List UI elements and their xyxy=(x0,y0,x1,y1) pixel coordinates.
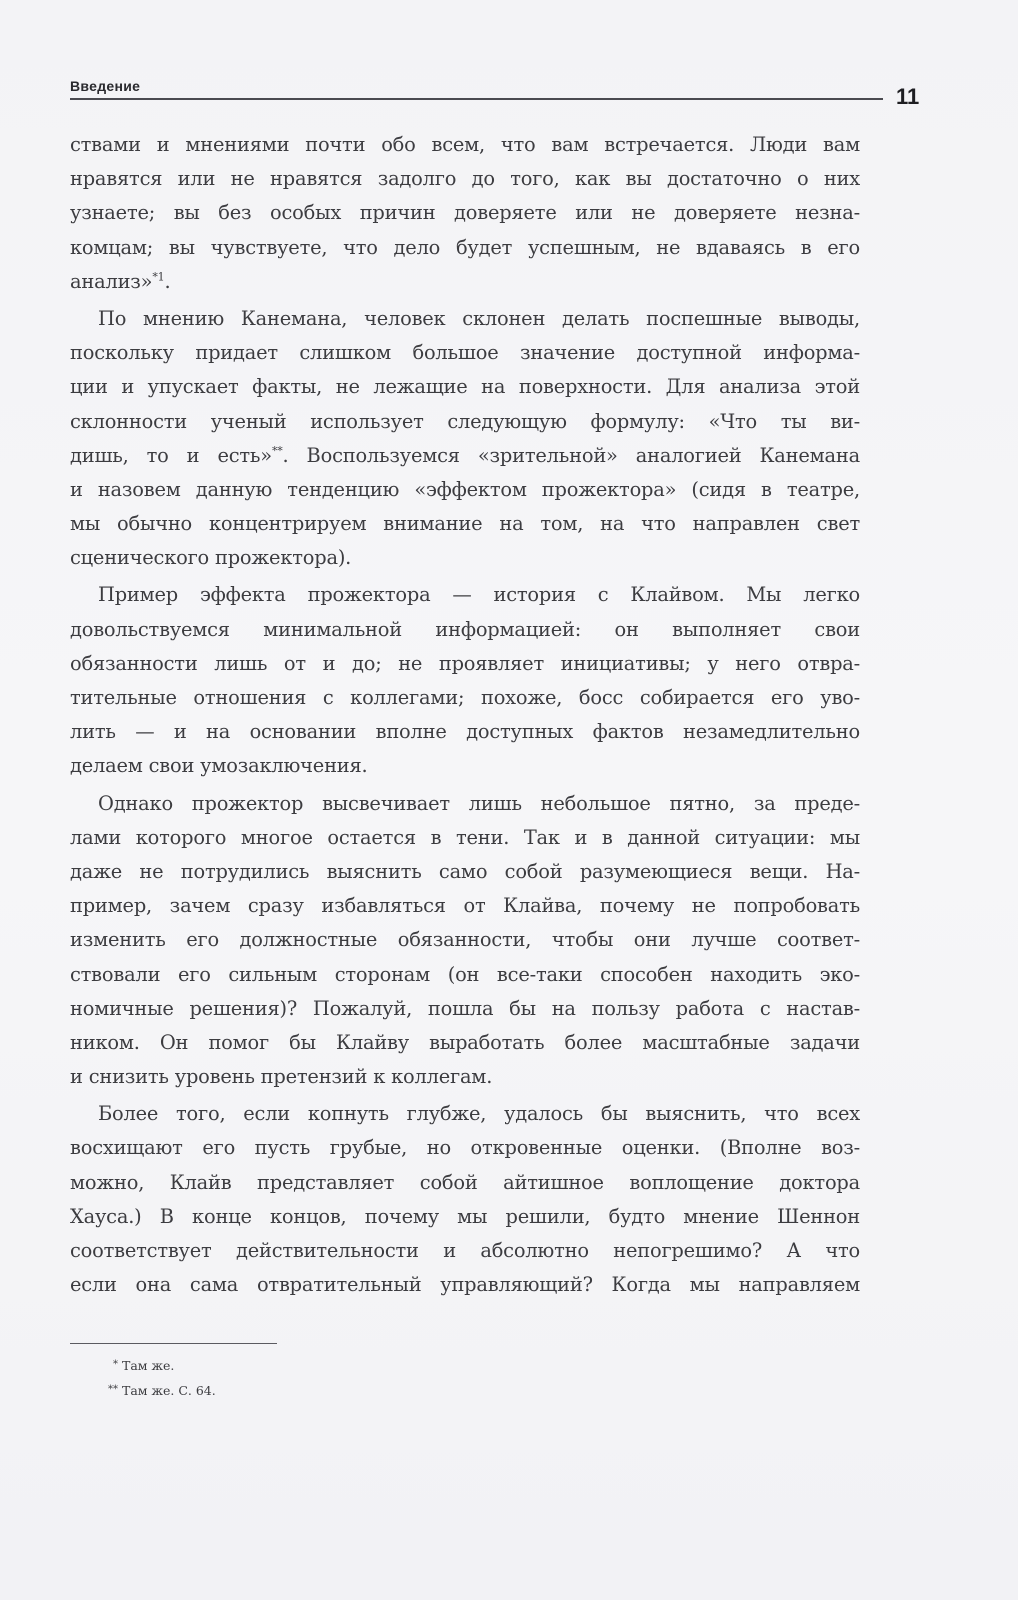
text-line: Однако прожектор высвечивает лишь небольшое пятно, за преде- xyxy=(98,791,860,815)
text-line: нравятся или не нравятся задолго до того, как вы достаточно о них xyxy=(70,167,860,191)
text-line: восхищают его пусть грубые, но откровенные оценки. (Вполне воз- xyxy=(70,1136,860,1160)
body-text xyxy=(70,128,860,1302)
text-line: тительные отношения с коллегами; похоже, босс собирается его уво- xyxy=(70,686,860,709)
text-line: лить — и на основании вполне доступных фактов незамедлительно xyxy=(70,720,860,744)
text-line: Пример эффекта прожектора — история с Клайвом. Мы легко xyxy=(98,583,860,607)
text-line: и назовем данную тенденцию «эффектом прожектора» (сидя в театре, xyxy=(70,477,860,501)
footnote-mark: * xyxy=(113,1359,118,1370)
text-fragment: дишь, то и есть» xyxy=(70,443,272,467)
text-line: поскольку придает слишком большое значение доступной информа- xyxy=(70,341,860,365)
text-fragment: анализ» xyxy=(70,269,153,293)
running-title: Введение xyxy=(70,78,141,94)
footnote-text: Там же. xyxy=(122,1358,175,1373)
text-line: можно, Клайв представляет собой айтишное воплощение доктора xyxy=(70,1170,860,1194)
text-line: лами которого многое остается в тени. Так и в данной ситуации: мы xyxy=(70,825,860,849)
footnote-mark: ** xyxy=(108,1384,118,1395)
text-line: ником. Он помог бы Клайву выработать более масштабные задачи xyxy=(70,1030,860,1054)
text-line: изменить его должностные обязанности, чтобы они лучше соответ- xyxy=(70,928,860,952)
text-line: даже не потрудились выяснить само собой разумеющиеся вещи. На- xyxy=(70,859,860,883)
text-line: обязанности лишь от и до; не проявляет инициативы; у него отвра- xyxy=(70,651,860,675)
footnote-ref: *1 xyxy=(152,270,165,284)
footnote-ref: ** xyxy=(271,444,283,458)
text-line: соответствует действительности и абсолютно непогрешимо? А что xyxy=(70,1239,860,1262)
page-number: 11 xyxy=(896,84,920,109)
text-line xyxy=(70,439,860,473)
header-rule xyxy=(70,98,883,100)
text-line: довольствуемся минимальной информацией: он выполняет свои xyxy=(70,617,860,641)
footnote xyxy=(70,1377,670,1402)
footnote-text: Там же. С. 64. xyxy=(122,1383,216,1398)
footnotes xyxy=(70,1352,670,1402)
footnote xyxy=(70,1352,670,1377)
text-line: если она сама отвратительный управляющий? Когда мы направляем xyxy=(70,1273,860,1297)
text-line: ции и упускает факты, не лежащие на поверхности. Для анализа этой xyxy=(70,375,860,399)
text-line: номичные решения)? Пожалуй, пошла бы на пользу работа с настав- xyxy=(70,996,860,1020)
text-line: и снизить уровень претензий к коллегам. xyxy=(70,1065,493,1089)
text-line: ствовали его сильным сторонам (он все-таки способен находить эко- xyxy=(70,962,860,986)
footnote-rule xyxy=(70,1343,277,1344)
text-line: склонности ученый использует следующую формулу: «Что ты ви- xyxy=(70,409,860,433)
text-line: узнаете; вы без особых причин доверяете или не доверяете незна- xyxy=(70,201,860,225)
text-line: Более того, если копнуть глубже, удалось бы выяснить, что всех xyxy=(98,1102,860,1126)
text-line: комцам; вы чувствуете, что дело будет успешным, не вдаваясь в его xyxy=(70,235,860,259)
text-line: анализ»$^{*1}$. xyxy=(70,269,171,293)
text-line: сценического прожектора). xyxy=(70,546,352,570)
text-line: Хауса.) В конце концов, почему мы решили, будто мнение Шеннон xyxy=(70,1204,860,1228)
text-line: По мнению Канемана, человек склонен делать поспешные выводы, xyxy=(98,306,860,330)
text-fragment: . Воспользуемся «зрительной» аналогией Канемана xyxy=(282,443,860,467)
text-line: ствами и мнениями почти обо всем, что вам встречается. Люди вам xyxy=(70,133,860,156)
text-line: делаем свои умозаключения. xyxy=(70,754,368,778)
text-line: мы обычно концентрируем внимание на том, на что направлен свет xyxy=(70,512,860,536)
text-line: пример, зачем сразу избавляться от Клайва, почему не попробовать xyxy=(70,894,860,918)
